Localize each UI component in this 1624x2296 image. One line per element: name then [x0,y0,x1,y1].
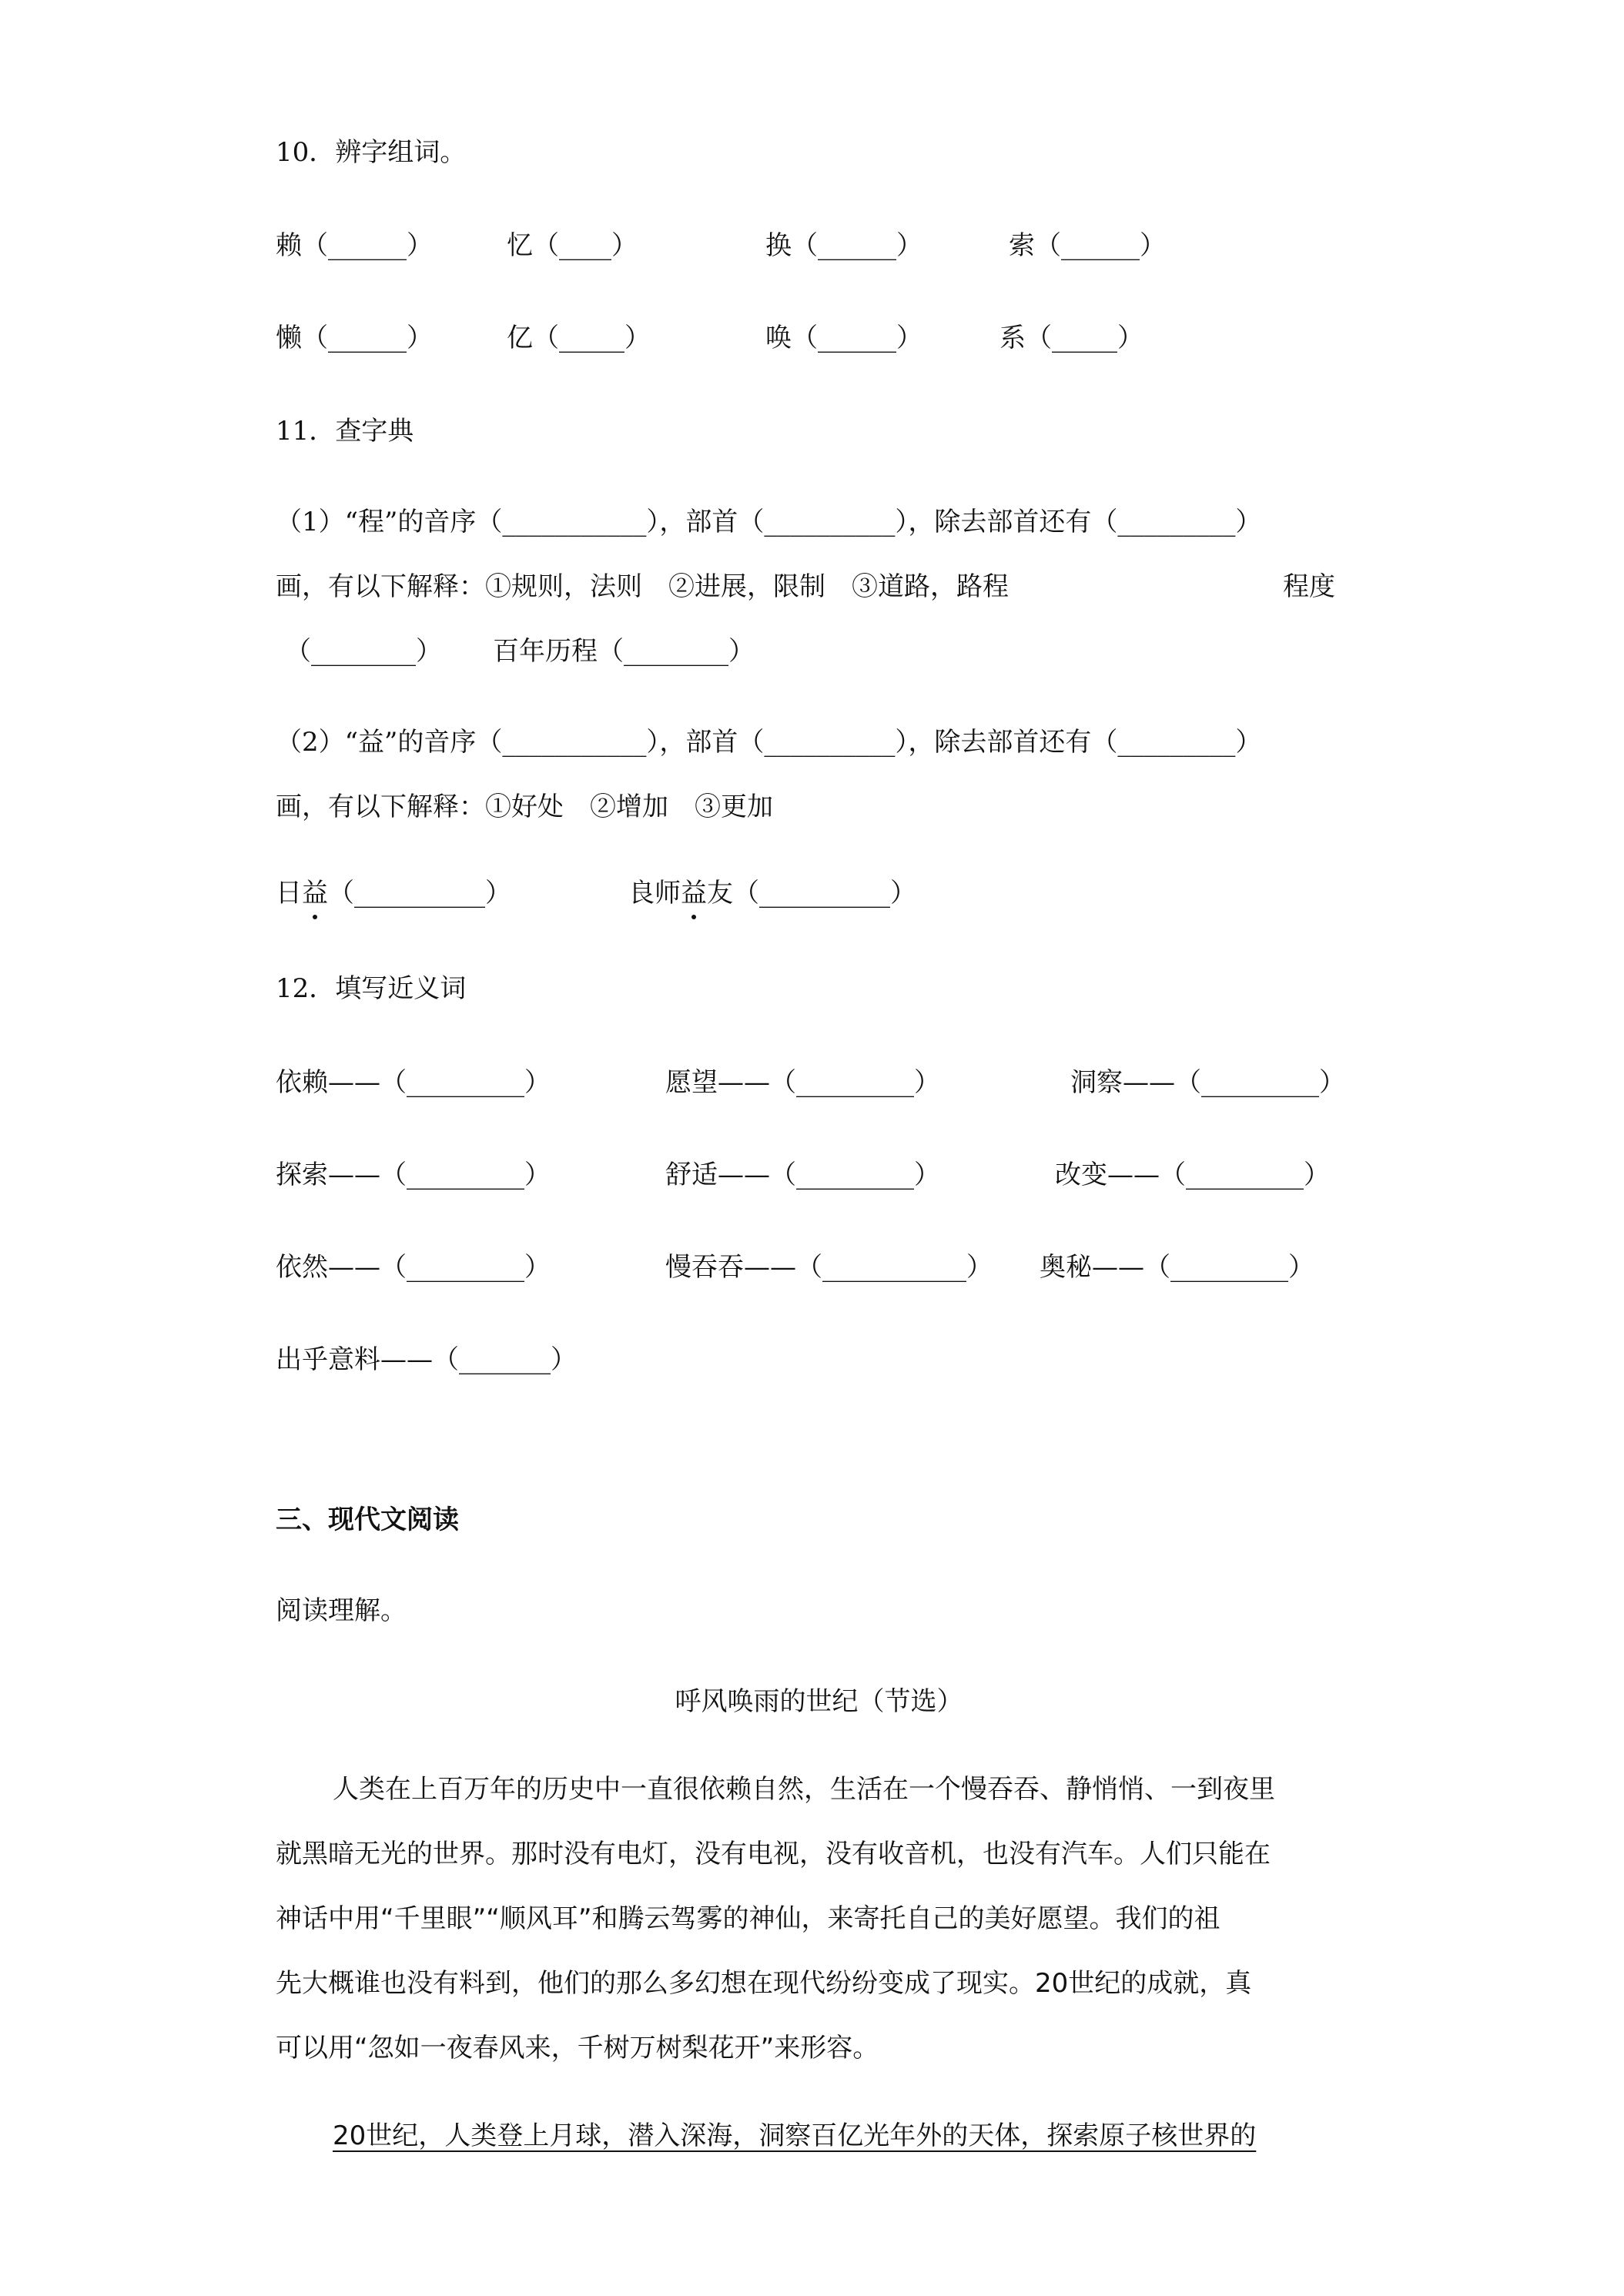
q11-p1-word-chengdu: 程度 [1283,571,1335,602]
q12-item-yilai: 依赖——（_________） [276,1067,551,1098]
q11-p2-line2: 画，有以下解释：①好处 ②增加 ③更加 [276,792,773,822]
q10-item-yi2: 亿（_____） [507,323,651,353]
q10-item-huan: 换（______） [765,230,922,261]
passage-para1-line1: 人类在上百万年的历史中一直很依赖自然，生活在一个慢吞吞、静悄悄、一到夜里 [333,1774,1275,1805]
emphasis-dot-char: 益 [681,875,707,912]
passage-para2-line1 [276,2117,1362,2154]
q11-p1-blank-chengdu: （________） [285,636,442,667]
passage-para1-line5: 可以用“忽如一夜春风来，千树万树梨花开”来形容。 [276,2033,879,2063]
emphasis-dot-char: 益 [302,875,328,912]
q12-item-dongcha: 洞察——（_________） [1070,1067,1345,1098]
passage-para1-line3: 神话中用“千里眼”“顺风耳”和腾云驾雾的神仙，来寄托自己的美好愿望。我们的祖 [276,1903,1221,1934]
section3-heading: 三、现代文阅读 [276,1504,459,1535]
q11-p2-line1: （2）“益”的音序（___________），部首（__________），除去部首还有（_________） [276,727,1262,758]
passage-title: 呼风唤雨的世纪（节选） [675,1686,963,1717]
passage-para1-line2: 就黑暗无光的世界。那时没有电灯，没有电视，没有收音机，也没有汽车。人们只能在 [276,1839,1271,1869]
q12-item-shushi: 舒适——（_________） [665,1160,940,1190]
underlined-sentence: 20世纪，人类登上月球，潜入深海，洞察百亿光年外的天体，探索原子核世界的 [333,2120,1257,2151]
q12-title: 12．填写近义词 [276,973,467,1004]
q10-item-suo: 索（______） [1009,230,1166,261]
q12-item-chuhuyiliao: 出乎意料——（_______） [276,1344,577,1375]
q11-p2-word-riyi: 日益（__________） [276,875,511,912]
q10-item-huan2: 唤（______） [765,323,922,353]
section3-instruction: 阅读理解。 [276,1595,407,1626]
q11-p2-word-liangshi: 良师益友（__________） [628,875,916,912]
q10-item-yi: 忆（____） [507,230,638,261]
q10-item-lai: 赖（______） [276,230,433,261]
q12-item-yiran: 依然——（_________） [276,1252,551,1283]
q11-p1-word-linian: 百年历程（________） [493,636,755,667]
q12-item-aomi: 奥秘——（_________） [1040,1252,1314,1283]
q12-item-yuanwang: 愿望——（_________） [665,1067,940,1098]
q12-item-mantuntun: 慢吞吞——（___________） [665,1252,993,1283]
q10-item-lan: 懒（______） [276,323,433,353]
q10-item-xi: 系（_____） [1000,323,1143,353]
q12-item-gaibian: 改变——（_________） [1055,1160,1330,1190]
q11-p1-explanations: 画，有以下解释：①规则，法则 ②进展，限制 ③道路，路程 [276,571,1009,602]
q11-title: 11．查字典 [276,416,414,447]
passage-para1-line4: 先大概谁也没有料到，他们的那么多幻想在现代纷纷变成了现实。20世纪的成就，真 [276,1968,1252,1999]
q10-title: 10．辨字组词。 [276,137,467,168]
q12-item-tansuo: 探索——（_________） [276,1160,551,1190]
q11-p1-line1: （1）“程”的音序（___________），部首（__________），除去部首还有（_________） [276,507,1262,537]
